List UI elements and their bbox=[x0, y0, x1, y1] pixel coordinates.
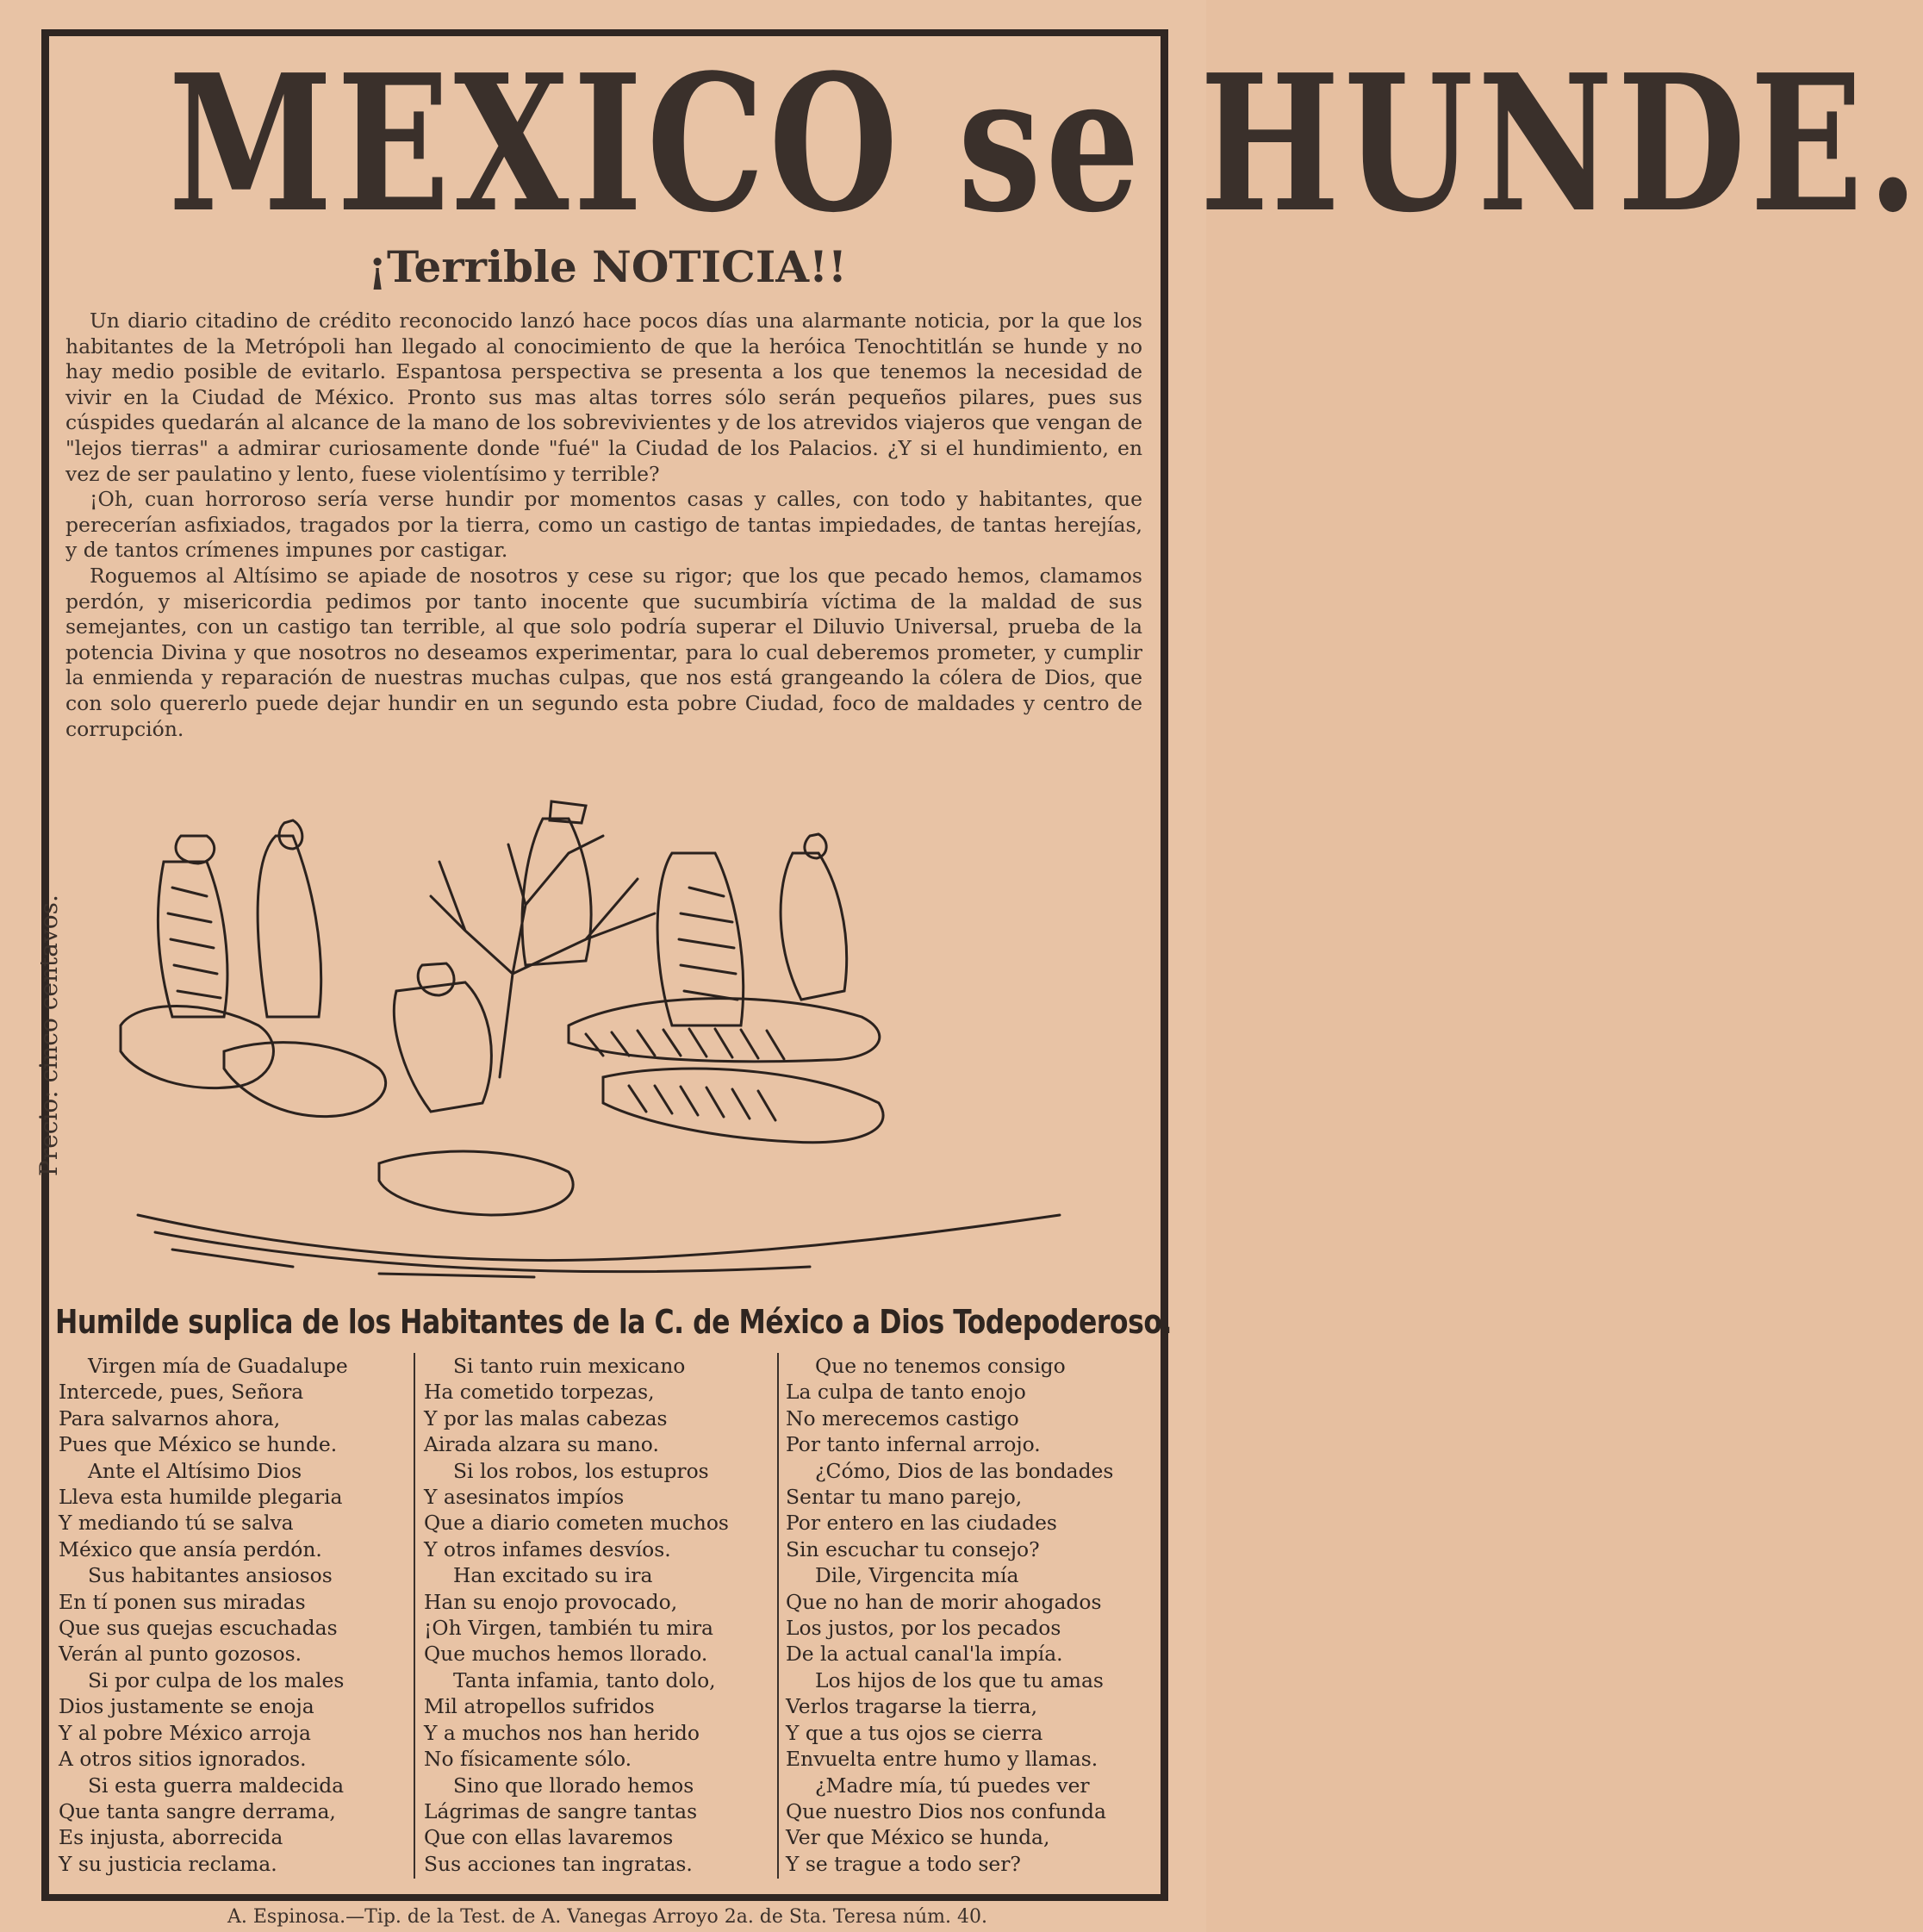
verse-line: Sus acciones tan ingratas. bbox=[424, 1851, 693, 1876]
verse-line: Y a muchos nos han herido bbox=[424, 1720, 700, 1745]
verse-line: ¿Cómo, Dios de las bondades bbox=[815, 1458, 1114, 1483]
verse-line: Intercede, pues, Señora bbox=[59, 1380, 304, 1405]
verse-line: Que muchos hemos llorado. bbox=[424, 1642, 708, 1667]
verse-line: Lágrimas de sangre tantas bbox=[424, 1798, 698, 1823]
verse-line: Y su justicia reclama. bbox=[59, 1851, 277, 1876]
verse-line: Los justos, por los pecados bbox=[786, 1616, 1061, 1641]
verse-line: Tanta infamia, tanto dolo, bbox=[453, 1667, 716, 1692]
verse-line: Envuelta entre humo y llamas. bbox=[786, 1747, 1098, 1772]
verse-line: Si esta guerra maldecida bbox=[88, 1773, 345, 1798]
verse-line: La culpa de tanto enojo bbox=[786, 1380, 1026, 1405]
verse-line: Virgen mía de Guadalupe bbox=[88, 1354, 348, 1378]
verse-line: Y por las malas cabezas bbox=[424, 1405, 668, 1430]
verse-line: Ha cometido torpezas, bbox=[424, 1380, 655, 1405]
verse-line: Ver que México se hunda, bbox=[786, 1825, 1050, 1850]
verse-line: Que no tenemos consigo bbox=[815, 1354, 1066, 1378]
verse-line: Sin escuchar tu consejo? bbox=[786, 1536, 1040, 1561]
verse-line: Han excitado su ira bbox=[453, 1563, 653, 1588]
verse-line: Si los robos, los estupros bbox=[453, 1458, 709, 1483]
verse-line: Y se trague a todo ser? bbox=[786, 1851, 1021, 1876]
poem-title: Humilde suplica de los Habitantes de la C. de México a Dios Todepoderoso. bbox=[55, 1303, 1172, 1341]
verse-line: Y que a tus ojos se cierra bbox=[786, 1720, 1043, 1745]
verse-line: Y otros infames desvíos. bbox=[424, 1536, 671, 1561]
verse-line: A otros sitios ignorados. bbox=[59, 1747, 307, 1772]
verse-line: Que no han de morir ahogados bbox=[786, 1589, 1102, 1614]
article-paragraph: Un diario citadino de crédito reconocido lanzó hace pocos días una alarmante noticia, por la que los habitantes de la Metrópoli han llegado al conocimiento de que la heróica Tenochtitlán se hunde y no hay medio posible de evitarlo. Espantosa perspectiva se presenta a los que tenemos la necesidad de vivir en la Ciudad de México. Pronto sus mas altas torres sólo serán pequeños pilares, pues sus cúspides quedarán al alcance de la mano de los sobrevivientes y de los atrevidos viajeros que vengan de "lejos tierras" a admirar curiosamente donde "fué" la Ciudad de los Palacios. ¿Y si el hundimiento, en vez de ser paulatino y lento, fuese violentísimo y terrible? bbox=[65, 308, 1142, 486]
verse-line: Que sus quejas escuchadas bbox=[59, 1616, 338, 1641]
verse-line: Los hijos de los que tu amas bbox=[815, 1667, 1104, 1692]
news-article bbox=[65, 308, 1142, 742]
verse-line: Y mediando tú se salva bbox=[59, 1511, 294, 1536]
subheadline: ¡Terrible NOTICIA!! bbox=[368, 241, 847, 292]
verse-line: Dile, Virgencita mía bbox=[815, 1563, 1019, 1588]
verse-line: Verán al punto gozosos. bbox=[59, 1642, 302, 1667]
verse-line: Ante el Altísimo Dios bbox=[88, 1458, 302, 1483]
poem-column-2 bbox=[424, 1353, 769, 1877]
verse-line: ¡Oh Virgen, también tu mira bbox=[424, 1616, 713, 1641]
poem-column-1 bbox=[59, 1353, 403, 1877]
headline: MEXICO se HUNDE. bbox=[168, 34, 1923, 254]
verse-line: Dios justamente se enoja bbox=[59, 1694, 314, 1719]
poem-column-3 bbox=[786, 1353, 1130, 1877]
verse-line: Sus habitantes ansiosos bbox=[88, 1563, 333, 1588]
verse-line: No físicamente sólo. bbox=[424, 1747, 632, 1772]
verse-line: Que a diario cometen muchos bbox=[424, 1511, 729, 1536]
verse-line: No merecemos castigo bbox=[786, 1405, 1019, 1430]
verse-line: Verlos tragarse la tierra, bbox=[786, 1694, 1038, 1719]
article-paragraph: Roguemos al Altísimo se apiade de nosotros y cese su rigor; que los que pecado hemos, clamamos perdón, y misericordia pedimos por tanto inocente que sucumbiría víctima de la maldad de sus semejantes, con un castigo tan terrible, al que solo podría superar el Diluvio Universal, prueba de la potencia Divina y que nosotros no deseamos experimentar, para lo cual deberemos prometer, y cumplir la enmienda y reparación de nuestras muchas culpas, que nos está grangeando la cólera de Dios, que con solo quererlo puede dejar hundir en un segundo esta pobre Ciudad, foco de maldades y centro de corrupción. bbox=[65, 563, 1142, 741]
price-label: Precio: cinco centavos. bbox=[34, 894, 63, 1176]
verse-line: De la actual canal'la impía. bbox=[786, 1642, 1063, 1667]
verse-line: Airada alzara su mano. bbox=[424, 1432, 659, 1457]
verse-line: Que nuestro Dios nos confunda bbox=[786, 1798, 1106, 1823]
verse-line: Mil atropellos sufridos bbox=[424, 1694, 655, 1719]
verse-line: Han su enojo provocado, bbox=[424, 1589, 678, 1614]
verse-line: ¿Madre mía, tú puedes ver bbox=[815, 1773, 1090, 1798]
verse-line: Lleva esta humilde plegaria bbox=[59, 1485, 343, 1510]
verse-line: Para salvarnos ahora, bbox=[59, 1405, 281, 1430]
verse-line: Sentar tu mano parejo, bbox=[786, 1485, 1023, 1510]
verse-line: Si por culpa de los males bbox=[88, 1667, 345, 1692]
verse-line: Y al pobre México arroja bbox=[59, 1720, 311, 1745]
verse-line: Pues que México se hunde. bbox=[59, 1432, 338, 1457]
verse-line: Y asesinatos impíos bbox=[424, 1485, 625, 1510]
verse-line: Que tanta sangre derrama, bbox=[59, 1798, 336, 1823]
poem-columns bbox=[55, 1353, 1158, 1879]
woodcut-illustration bbox=[121, 801, 1077, 1284]
verse-line: México que ansía perdón. bbox=[59, 1536, 322, 1561]
article-paragraph: ¡Oh, cuan horroroso sería verse hundir por momentos casas y calles, con todo y habitantes, que perecerían asfixiados, tragados por la tierra, como un castigo de tantas impiedades, de tantas herejías, y de tantos crímenes impunes por castigar. bbox=[65, 487, 1142, 563]
verse-line: Por tanto infernal arrojo. bbox=[786, 1432, 1041, 1457]
printer-imprint: A. Espinosa.—Tip. de la Test. de A. Vanegas Arroyo 2a. de Sta. Teresa núm. 40. bbox=[227, 1906, 988, 1928]
verse-line: Que con ellas lavaremos bbox=[424, 1825, 674, 1850]
verse-line: Si tanto ruin mexicano bbox=[453, 1354, 686, 1378]
verse-line: Es injusta, aborrecida bbox=[59, 1825, 283, 1850]
verse-line: Sino que llorado hemos bbox=[453, 1773, 694, 1798]
verse-line: En tí ponen sus miradas bbox=[59, 1589, 306, 1614]
verse-line: Por entero en las ciudades bbox=[786, 1511, 1057, 1536]
